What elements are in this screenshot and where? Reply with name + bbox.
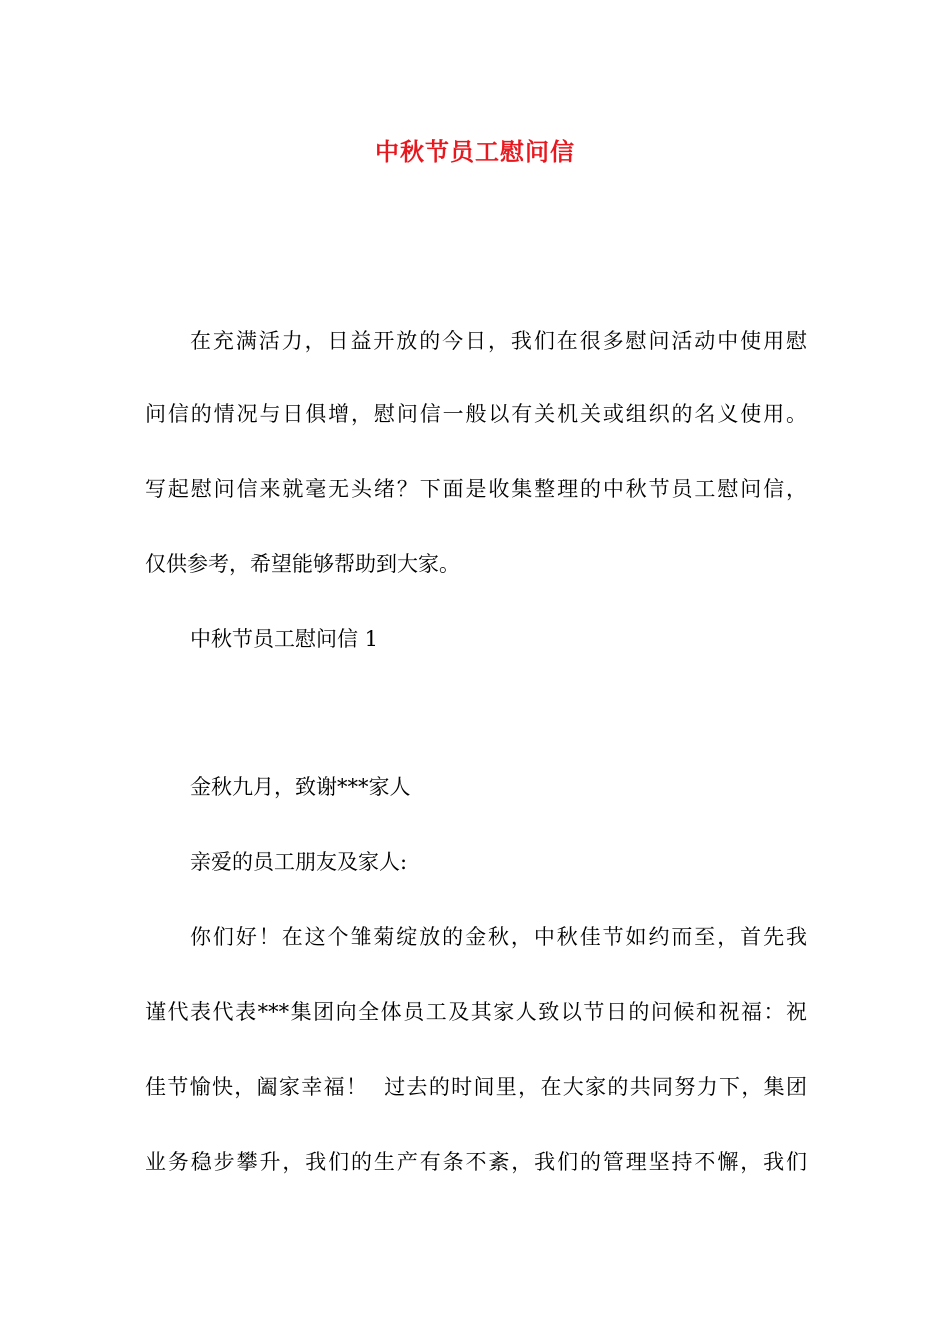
- intro-line-3: 写起慰问信来就毫无头绪？下面是收集整理的中秋节员工慰问信，: [145, 477, 807, 501]
- intro-line-1: 在充满活力，日益开放的今日，我们在很多慰问活动中使用慰: [190, 329, 807, 353]
- intro-line-4: 仅供参考，希望能够帮助到大家。: [145, 552, 460, 576]
- body-line-3: 佳节愉快，阖家幸福！ 过去的时间里，在大家的共同努力下，集团: [145, 1075, 807, 1099]
- document-title: 中秋节员工慰问信: [375, 138, 575, 166]
- body-line-2: 谨代表代表***集团向全体员工及其家人致以节日的问候和祝福：祝: [145, 1000, 807, 1024]
- letter-subtitle: 金秋九月，致谢***家人: [190, 775, 411, 799]
- body-line-1: 你们好！在这个雏菊绽放的金秋，中秋佳节如约而至，首先我: [190, 925, 807, 949]
- intro-line-2: 问信的情况与日俱增，慰问信一般以有关机关或组织的名义使用。: [145, 402, 807, 426]
- letter-salutation: 亲爱的员工朋友及家人:: [190, 850, 408, 874]
- body-line-4: 业务稳步攀升，我们的生产有条不紊，我们的管理坚持不懈，我们: [145, 1150, 807, 1174]
- section-heading: 中秋节员工慰问信 1: [190, 627, 379, 651]
